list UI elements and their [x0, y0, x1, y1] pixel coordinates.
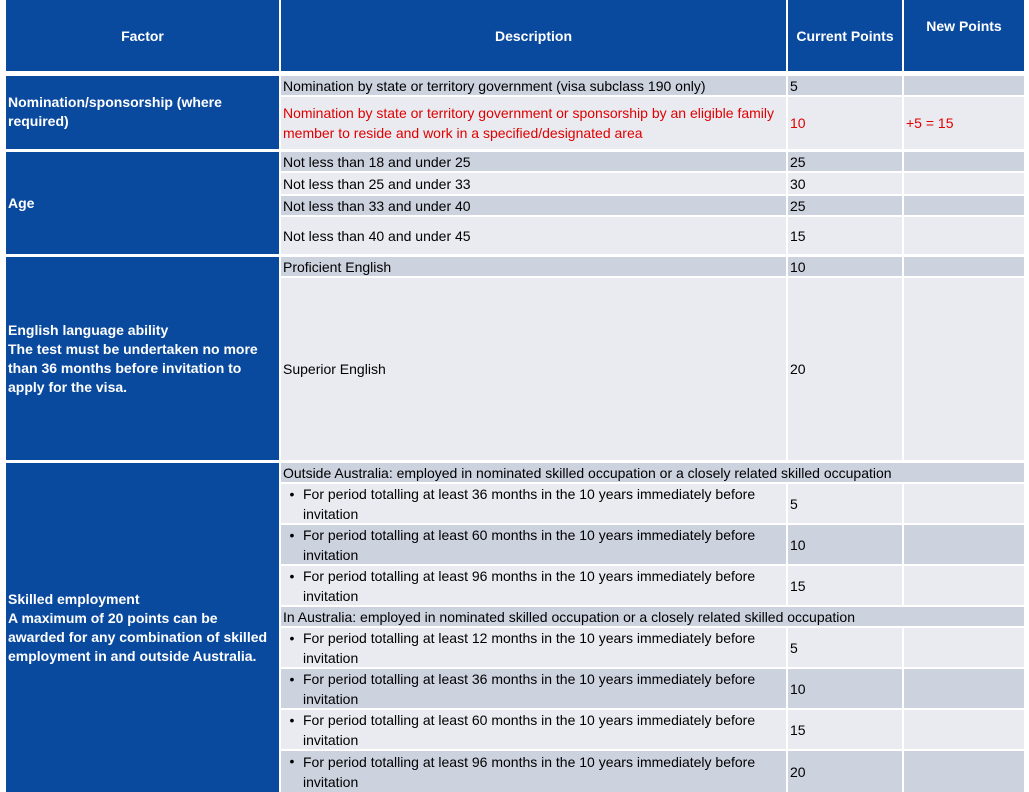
table-cell-description — [281, 484, 786, 523]
table-cell-description — [281, 566, 786, 605]
bullet-icon: • — [289, 630, 295, 646]
table-cell-description: Not less than 25 and under 33 — [281, 173, 786, 194]
table-cell-new-points — [904, 566, 1024, 605]
table-cell-description: Superior English — [281, 278, 786, 460]
factor-skilled — [6, 463, 279, 792]
table-cell-description: Proficient English — [281, 257, 786, 276]
table-cell-description — [281, 628, 786, 667]
table-cell-new-points — [904, 76, 1024, 95]
table-cell-new-points — [904, 751, 1024, 792]
table-cell-current-points: 25 — [788, 152, 902, 171]
factor-english — [6, 257, 279, 460]
table-cell-new-points — [904, 484, 1024, 523]
table-cell-new-points — [904, 278, 1024, 460]
header-new-points: New Points — [904, 0, 1024, 71]
table-cell-current-points: 10 — [788, 257, 902, 276]
header-current-points: Current Points — [788, 0, 902, 71]
table-cell-new-points — [904, 257, 1024, 276]
table-cell-current-points: 25 — [788, 196, 902, 215]
table-cell-current-points: 5 — [788, 628, 902, 667]
table-cell-description — [281, 751, 786, 792]
header-description: Description — [281, 0, 786, 71]
bullet-text: For period totalling at least 12 months in the 10 years immediately before invitation — [303, 629, 756, 666]
section-heading-in-australia: In Australia: employed in nominated skilled occupation or a closely related skilled occupation — [281, 607, 1024, 626]
table-cell-current-points: 10 — [788, 669, 902, 708]
table-cell-new-points — [904, 710, 1024, 749]
bullet-icon: • — [289, 527, 295, 543]
table-cell-description: Not less than 33 and under 40 — [281, 196, 786, 215]
table-cell-description — [281, 710, 786, 749]
table-cell-new-points — [904, 196, 1024, 215]
table-cell-current-points: 15 — [788, 566, 902, 605]
bullet-text: For period totalling at least 36 months in the 10 years immediately before invitation — [303, 670, 756, 707]
bullet-text: For period totalling at least 36 months in the 10 years immediately before invitation — [303, 485, 756, 522]
bullet-text: For period totalling at least 96 months in the 10 years immediately before invitation — [303, 567, 756, 604]
bullet-icon: • — [289, 486, 295, 502]
bullet-icon: • — [289, 671, 295, 687]
table-cell-description: Nomination by state or territory government or sponsorship by an eligible family member to reside and work in a specified/designated area — [281, 97, 786, 149]
table-cell-current-points: 5 — [788, 484, 902, 523]
bullet-icon: • — [289, 753, 295, 769]
bullet-text: For period totalling at least 60 months in the 10 years immediately before invitation — [303, 711, 756, 748]
factor-nomination — [6, 76, 279, 149]
table-cell-new-points — [904, 217, 1024, 254]
table-cell-description — [281, 669, 786, 708]
table-cell-new-points — [904, 525, 1024, 564]
table-cell-description: Not less than 40 and under 45 — [281, 217, 786, 254]
table-cell-current-points: 15 — [788, 710, 902, 749]
factor-age-label: Age — [8, 194, 35, 211]
factor-skilled-note: A maximum of 20 points can be awarded for any combination of skilled employment in and outside Australia. — [8, 609, 268, 664]
bullet-icon: • — [289, 568, 295, 584]
table-cell-current-points: 20 — [788, 751, 902, 792]
table-cell-current-points: 10 — [788, 97, 902, 149]
factor-age — [6, 152, 279, 254]
factor-skilled-title: Skilled employment — [8, 590, 140, 607]
table-cell-description — [281, 525, 786, 564]
table-cell-current-points: 15 — [788, 217, 902, 254]
section-heading-outside-australia: Outside Australia: employed in nominated skilled occupation or a closely related skilled occupation — [281, 463, 1024, 482]
table-cell-new-points — [904, 152, 1024, 171]
factor-nomination-label: Nomination/sponsorship (where required) — [8, 94, 222, 129]
table-cell-new-points — [904, 628, 1024, 667]
table-cell-new-points — [904, 173, 1024, 194]
table-cell-current-points: 5 — [788, 76, 902, 95]
table-cell-current-points: 30 — [788, 173, 902, 194]
table-cell-description: Nomination by state or territory government (visa subclass 190 only) — [281, 76, 786, 95]
header-factor: Factor — [6, 0, 279, 71]
bullet-icon: • — [289, 712, 295, 728]
factor-english-title: English language ability — [8, 321, 169, 338]
table-cell-new-points — [904, 669, 1024, 708]
table-cell-description: Not less than 18 and under 25 — [281, 152, 786, 171]
table-cell-current-points: 20 — [788, 278, 902, 460]
table-cell-new-points: +5 = 15 — [904, 97, 1024, 149]
table-cell-current-points: 10 — [788, 525, 902, 564]
bullet-text: For period totalling at least 96 months in the 10 years immediately before invitation — [303, 753, 756, 790]
bullet-text: For period totalling at least 60 months in the 10 years immediately before invitation — [303, 526, 756, 563]
factor-english-note: The test must be undertaken no more than 36 months before invitation to apply for the visa. — [8, 340, 258, 395]
